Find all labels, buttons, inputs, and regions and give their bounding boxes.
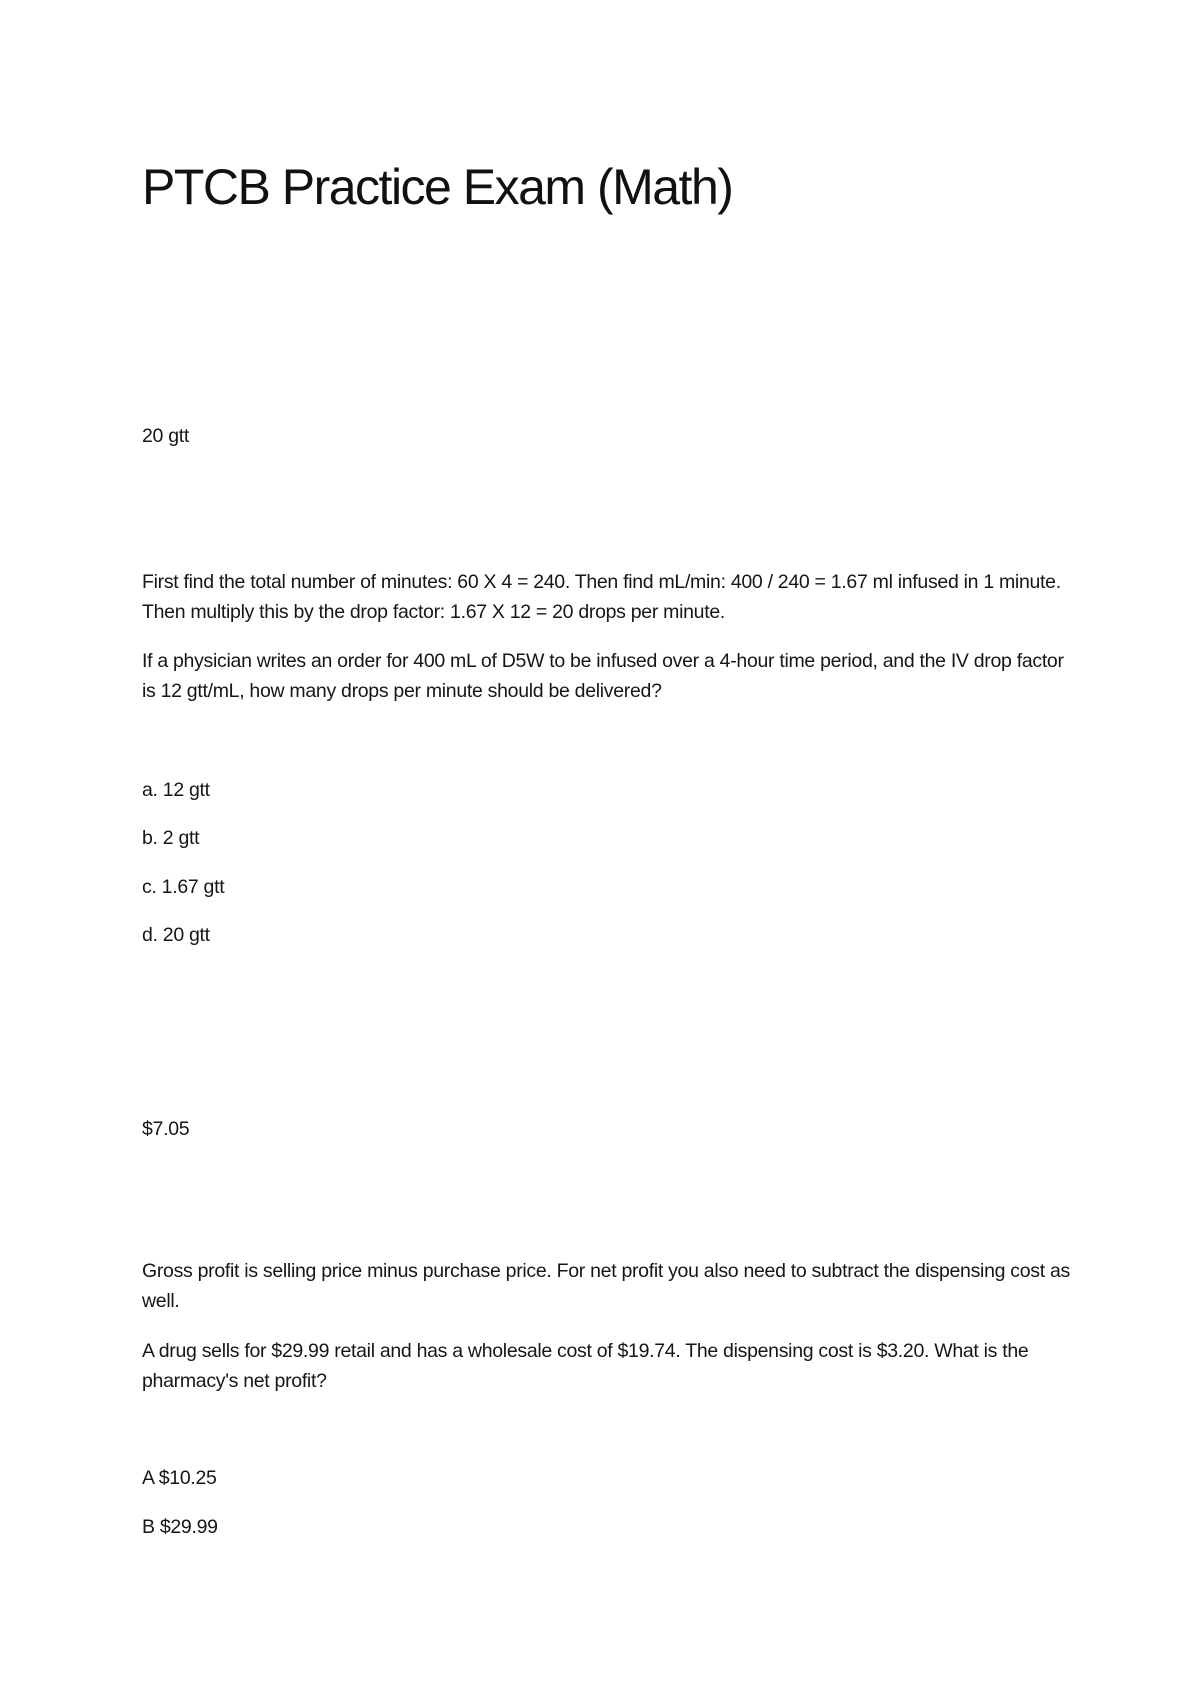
option-c: c. 1.67 gtt [142,876,225,898]
option-b: b. 2 gtt [142,827,200,849]
question-text: If a physician writes an order for 400 mL of D5W to be infused over a 4-hour time period, and the IV drop factor is 12 gtt/mL, how many drops per minute should be delivered? [142,650,1064,702]
answer-text: 20 gtt [142,425,189,447]
answer-text: $7.05 [142,1118,190,1140]
option-a: a. 12 gtt [142,779,210,801]
document-title: PTCB Practice Exam (Math) [142,159,733,215]
option-a: A $10.25 [142,1467,217,1489]
explanation-text: Gross profit is selling price minus purchase price. For net profit you also need to subtract the dispensing cost as well. [142,1260,1070,1312]
option-b: B $29.99 [142,1516,218,1538]
explanation-text: First find the total number of minutes: 60 X 4 = 240. Then find mL/min: 400 / 240 = 1.67 ml infused in 1 minute. Then multiply this by the drop factor: 1.67 X 12 = 20 drops per minute. [142,571,1061,623]
option-d: d. 20 gtt [142,924,210,946]
question-text: A drug sells for $29.99 retail and has a wholesale cost of $19.74. The dispensing cost is $3.20. What is the pharmacy's net profit? [142,1340,1029,1392]
